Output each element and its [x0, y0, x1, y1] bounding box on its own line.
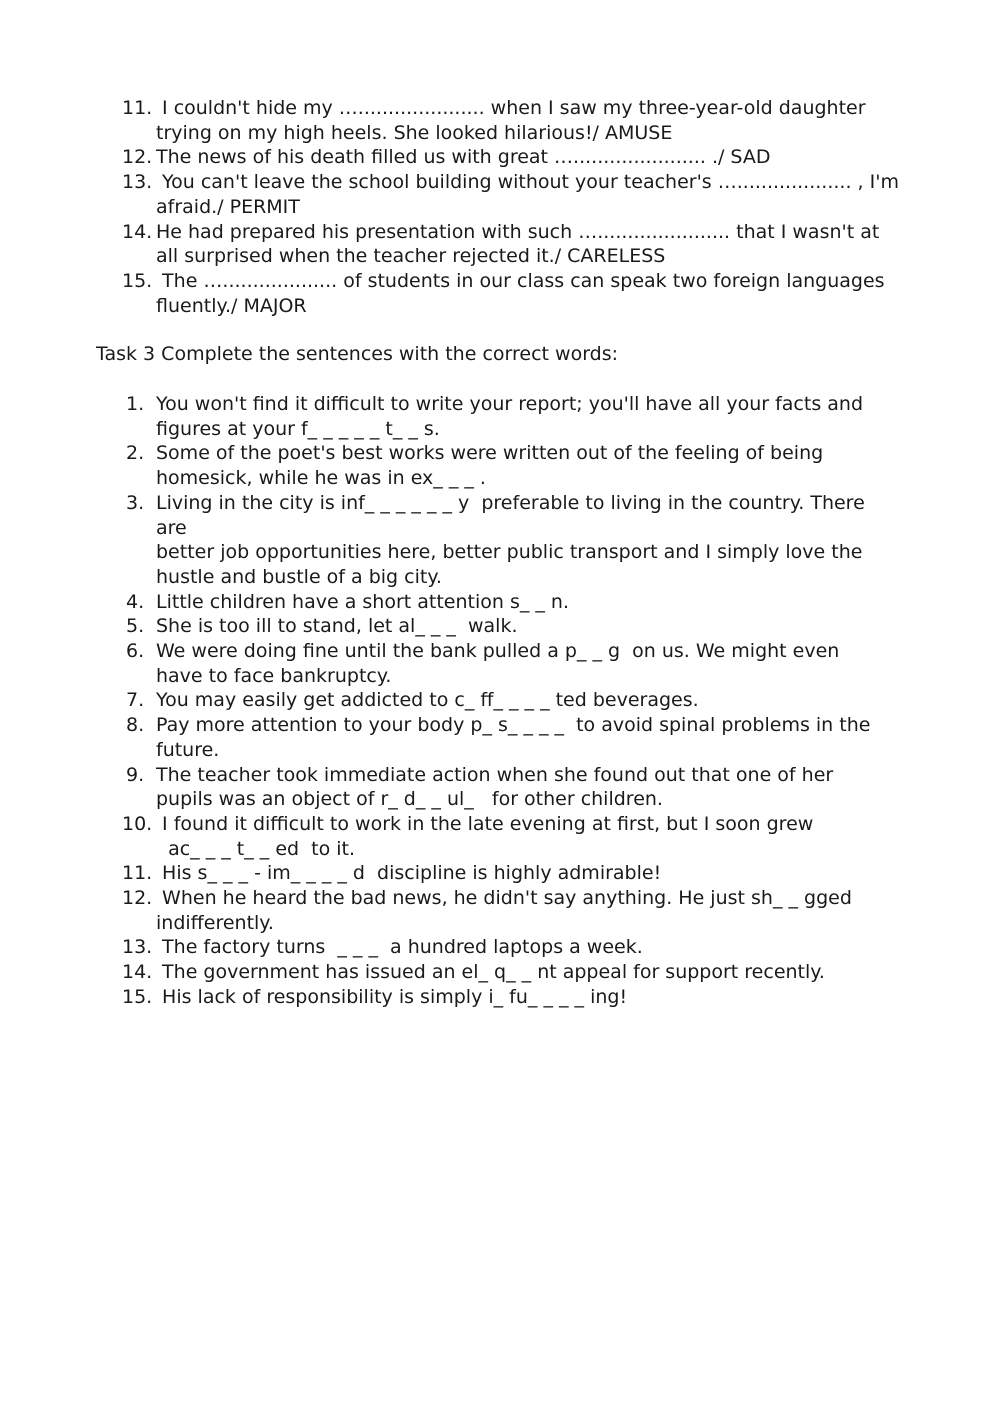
list-item [0, 985, 1000, 1010]
item-number: 6. [126, 640, 145, 663]
item-line: have to face bankruptcy. [156, 664, 392, 687]
item-number: 9. [126, 763, 145, 786]
item-line: You can't leave the school building without your teacher's …................... , I'm [156, 171, 899, 194]
list-item [0, 220, 1000, 269]
list-item [0, 170, 1000, 219]
item-number: 15. [122, 269, 153, 292]
list-item [0, 935, 1000, 960]
item-line: You may easily get addicted to c_ ff_ _ _ _ ted beverages. [156, 689, 699, 712]
item-number: 1. [126, 393, 145, 415]
list-item [0, 812, 1000, 861]
item-number: 11. [122, 97, 153, 119]
item-line: ac_ _ _ t_ _ ed to it. [156, 837, 356, 860]
list-item [0, 763, 1000, 812]
item-line: The factory turns _ _ _ a hundred laptops a week. [156, 936, 643, 959]
item-line: We were doing fine until the bank pulled a p_ _ g on us. We might even [156, 640, 840, 663]
task3-list [0, 392, 1000, 1010]
list-item [0, 688, 1000, 713]
item-line: trying on my high heels. She looked hilarious!/ AMUSE [156, 121, 673, 144]
item-number: 2. [126, 442, 145, 465]
list-item [0, 441, 1000, 490]
item-number: 15. [122, 985, 153, 1008]
item-line: He had prepared his presentation with such …...................... that I wasn't at [156, 220, 880, 243]
list-item [0, 861, 1000, 886]
item-number: 11. [122, 862, 153, 885]
item-line: Little children have a short attention s_ _ n. [156, 590, 570, 613]
item-number: 3. [126, 491, 145, 514]
item-line: The teacher took immediate action when she found out that one of her [156, 763, 834, 786]
item-number: 13. [122, 171, 153, 194]
item-number: 12. [122, 146, 153, 169]
item-line: Pay more attention to your body p_ s_ _ _ _ to avoid spinal problems in the [156, 714, 871, 737]
list-item [0, 145, 1000, 170]
item-line: His s_ _ _ - im_ _ _ _ d discipline is highly admirable! [156, 862, 662, 885]
item-line: The news of his death filled us with great …...................... ./ SAD [156, 146, 771, 169]
item-line: The …................... of students in our class can speak two foreign languages [156, 269, 885, 292]
item-line: all surprised when the teacher rejected it./ CARELESS [156, 245, 666, 268]
list-item [0, 491, 1000, 590]
item-line: hustle and bustle of a big city. [156, 565, 442, 588]
item-line: She is too ill to stand, let al_ _ _ walk. [156, 615, 518, 638]
item-line: indifferently. [156, 911, 274, 934]
item-line: afraid./ PERMIT [156, 195, 300, 218]
list-item [0, 713, 1000, 762]
item-number: 13. [122, 936, 153, 959]
item-number: 7. [126, 689, 145, 712]
item-line: I found it difficult to work in the late evening at first, but I soon grew [156, 812, 814, 835]
item-line: future. [156, 738, 220, 761]
item-line: Some of the poet's best works were written out of the feeling of being [156, 442, 824, 465]
item-line: The government has issued an el_ q_ _ nt appeal for support recently. [156, 961, 825, 984]
list-item [0, 960, 1000, 985]
list-item [0, 614, 1000, 639]
item-line: better job opportunities here, better public transport and I simply love the [156, 541, 863, 564]
list-item [0, 96, 1000, 145]
item-line: homesick, while he was in ex_ _ _ . [156, 467, 486, 490]
item-number: 8. [126, 714, 145, 737]
item-line: pupils was an object of r_ d_ _ ul_ for other children. [156, 788, 663, 811]
task3-heading: Task 3 Complete the sentences with the correct words: [96, 343, 619, 365]
item-number: 4. [126, 590, 145, 613]
list-item [0, 269, 1000, 318]
item-number: 12. [122, 887, 153, 910]
item-line: Living in the city is inf_ _ _ _ _ _ y preferable to living in the country. There are [156, 491, 871, 539]
item-number: 14. [122, 961, 153, 984]
item-line: I couldn't hide my …..................... when I saw my three-year-old daughter [156, 97, 866, 119]
item-line: figures at your f_ _ _ _ _ t_ _ s. [156, 417, 440, 440]
list-item [0, 590, 1000, 615]
item-number: 10. [122, 812, 153, 835]
task2-continued-list [0, 96, 1000, 318]
item-number: 14. [122, 220, 153, 243]
item-line: You won't find it difficult to write your report; you'll have all your facts and [156, 393, 864, 415]
list-item [0, 392, 1000, 441]
item-line: When he heard the bad news, he didn't say anything. He just sh_ _ gged [156, 887, 852, 910]
list-item [0, 639, 1000, 688]
item-number: 5. [126, 615, 145, 638]
item-line: fluently./ MAJOR [156, 294, 307, 317]
item-line: His lack of responsibility is simply i_ fu_ _ _ _ ing! [156, 985, 628, 1008]
list-item [0, 886, 1000, 935]
